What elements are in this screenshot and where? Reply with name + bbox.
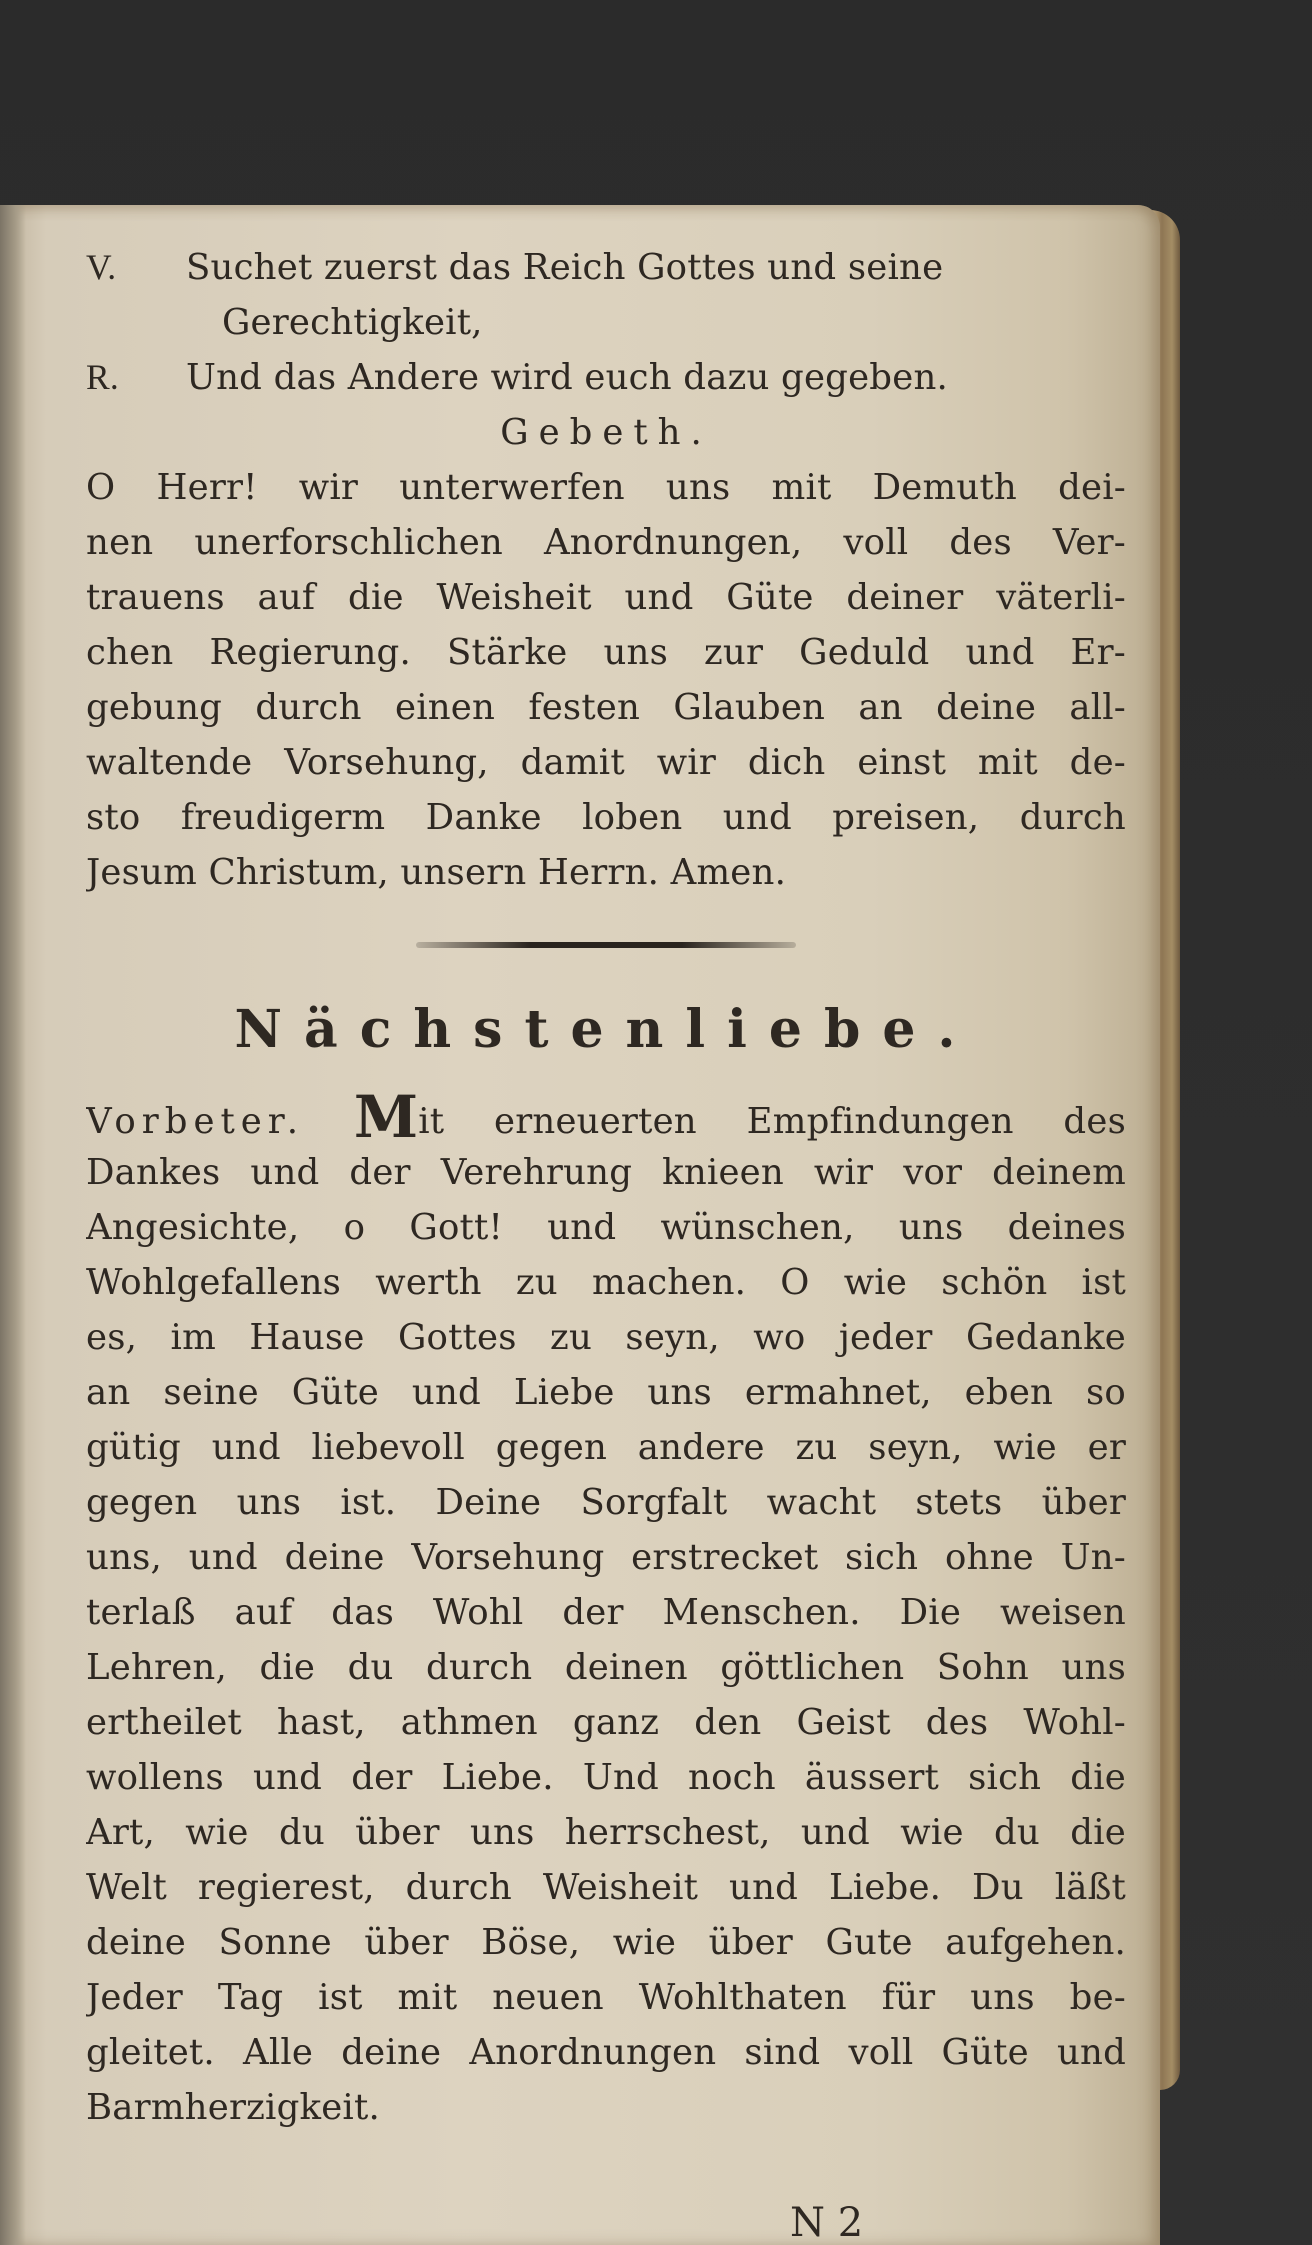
prayer-line: gebung durch einen festen Glauben an deine all- <box>86 687 1126 728</box>
body-line: Dankes und der Verehrung knieen wir vor deinem <box>86 1152 1126 1193</box>
body-line: gütig und liebevoll gegen andere zu seyn, wie er <box>86 1427 1126 1468</box>
body-first-line <box>86 1090 1126 1145</box>
versicle-label: V. <box>86 247 117 287</box>
response-label: R. <box>86 357 119 397</box>
response-line <box>86 350 1126 405</box>
prayer-line: sto freudigerm Danke loben und preisen, durch <box>86 797 1126 838</box>
speaker-label: Vorbeter. <box>86 1101 305 1142</box>
body-line: terlaß auf das Wohl der Menschen. Die weisen <box>86 1592 1126 1633</box>
prayer-line: O Herr! wir unterwerfen uns mit Demuth dei- <box>86 467 1126 508</box>
body-line: wollens und der Liebe. Und noch äussert sich die <box>86 1757 1126 1798</box>
body-line: Angesichte, o Gott! und wünschen, uns deines <box>86 1207 1126 1248</box>
prayer-line: Jesum Christum, unsern Herrn. Amen. <box>86 852 787 893</box>
body-line: gleitet. Alle deine Anordnungen sind voll Güte und <box>86 2032 1126 2073</box>
prayer-line: trauens auf die Weisheit und Güte deiner väterli- <box>86 577 1126 618</box>
body-line: es, im Hause Gottes zu seyn, wo jeder Gedanke <box>86 1317 1126 1358</box>
versicle-line-1 <box>86 240 1126 295</box>
book-binding <box>0 205 26 2245</box>
body-line: Art, wie du über uns herrschest, und wie du die <box>86 1812 1126 1853</box>
drop-cap: M <box>353 1090 419 1145</box>
prayer-line: waltende Vorsehung, damit wir dich einst mit de- <box>86 742 1126 783</box>
body-line: Lehren, die du durch deinen göttlichen Sohn uns <box>86 1647 1126 1688</box>
body-line: deine Sonne über Böse, wie über Gute aufgehen. <box>86 1922 1126 1963</box>
prayer-line: chen Regierung. Stärke uns zur Geduld und Er- <box>86 632 1126 673</box>
first-line-rest: it erneuerten Empfindungen des <box>418 1101 1126 1142</box>
body-line: Welt regierest, durch Weisheit und Liebe. Du läßt <box>86 1867 1126 1908</box>
prayer-heading: Gebeth. <box>500 412 712 453</box>
versicle-text-1: Suchet zuerst das Reich Gottes und seine <box>186 247 944 288</box>
response-text: Und das Andere wird euch dazu gegeben. <box>186 357 948 398</box>
body-line: an seine Güte und Liebe uns ermahnet, eben so <box>86 1372 1126 1413</box>
body-line: uns, und deine Vorsehung erstrecket sich ohne Un- <box>86 1537 1126 1578</box>
signature-mark: N 2 <box>790 2200 864 2245</box>
body-line: Jeder Tag ist mit neuen Wohlthaten für uns be- <box>86 1977 1126 2018</box>
body-line: ertheilet hast, athmen ganz den Geist des Wohl- <box>86 1702 1126 1743</box>
body-line: gegen uns ist. Deine Sorgfalt wacht stets über <box>86 1482 1126 1523</box>
versicle-line-2: Gerechtigkeit, <box>222 302 483 343</box>
body-line: Wohlgefallens werth zu machen. O wie schön ist <box>86 1262 1126 1303</box>
body-last-line: Barmherzigkeit. <box>86 2087 380 2128</box>
prayer-line: nen unerforschlichen Anordnungen, voll des Ver- <box>86 522 1126 563</box>
section-title: Nächstenliebe. <box>234 999 978 1060</box>
page-text <box>86 240 1126 2135</box>
